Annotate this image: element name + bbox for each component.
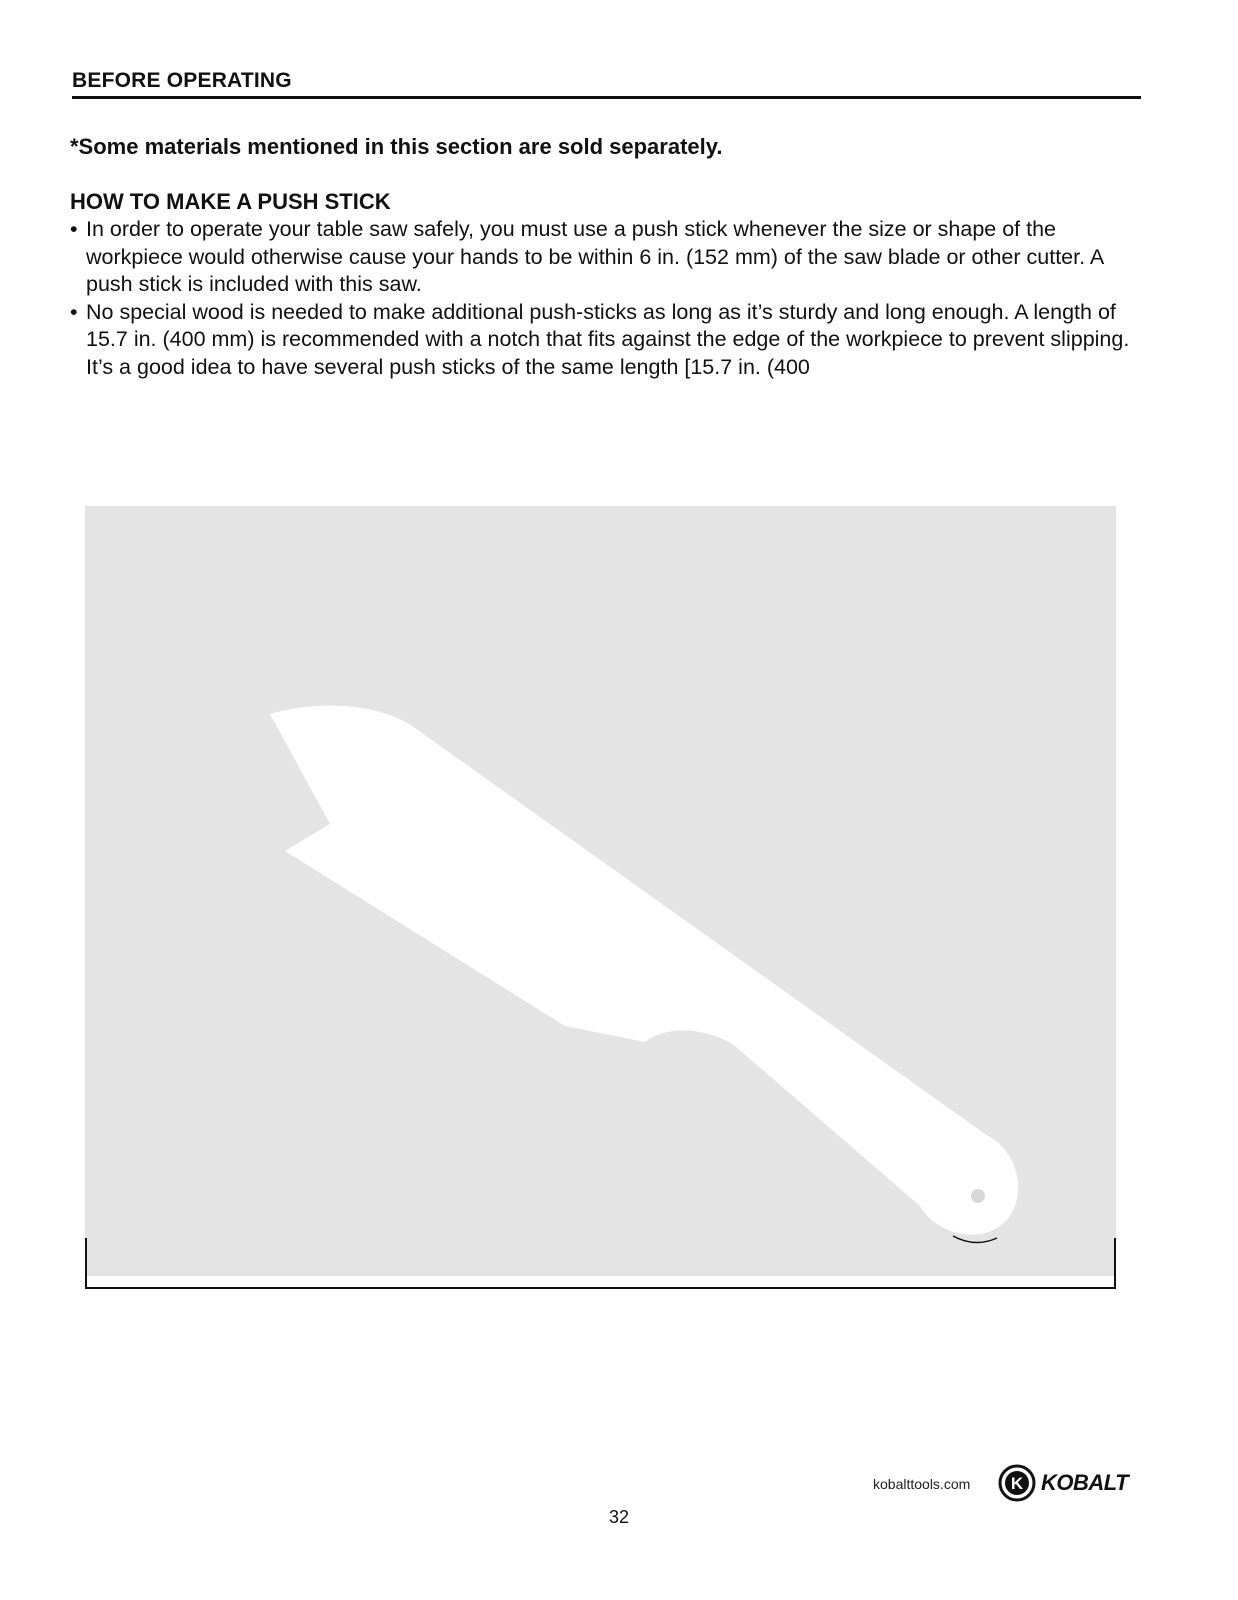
kobalt-logo (997, 1463, 1128, 1503)
section-header (72, 68, 1141, 99)
list-item-text: No special wood is needed to make additional push-sticks as long as it’s sturdy and long enough. A length of 15.7 in. (400 mm) is recommended with a notch that fits against the edge of the workpiece to prevent slipping. It’s a good idea to have several push sticks of the same length [15.7 in. (400 (86, 299, 1130, 379)
instruction-list (70, 216, 1145, 381)
kobalt-k-icon (997, 1463, 1037, 1503)
sold-separately-note: *Some materials mentioned in this section are sold separately. (70, 134, 723, 159)
section-title: BEFORE OPERATING (72, 69, 292, 92)
push-stick-figure (85, 506, 1116, 1290)
hang-hole-icon (971, 1189, 985, 1203)
bullet-icon: • (70, 299, 78, 324)
brand-wordmark: KOBALT (1041, 1470, 1129, 1495)
bullet-icon: • (70, 217, 78, 241)
list-item (70, 216, 1145, 299)
website-link: kobalttools.com (873, 1476, 971, 1492)
list-item-text: In order to operate your table saw safely, you must use a push stick whenever the size or shape of the workpiece would otherwise cause your hands to be within 6 in. (152 mm) of the saw blade or other cutter. A push stick is included with this saw. (86, 217, 1104, 296)
list-item (70, 299, 1145, 382)
page-number: 32 (608, 1507, 630, 1527)
push-stick-heading: HOW TO MAKE A PUSH STICK (70, 189, 391, 214)
push-stick-illustration (85, 506, 1116, 1290)
logo-letter: K (1010, 1474, 1024, 1493)
